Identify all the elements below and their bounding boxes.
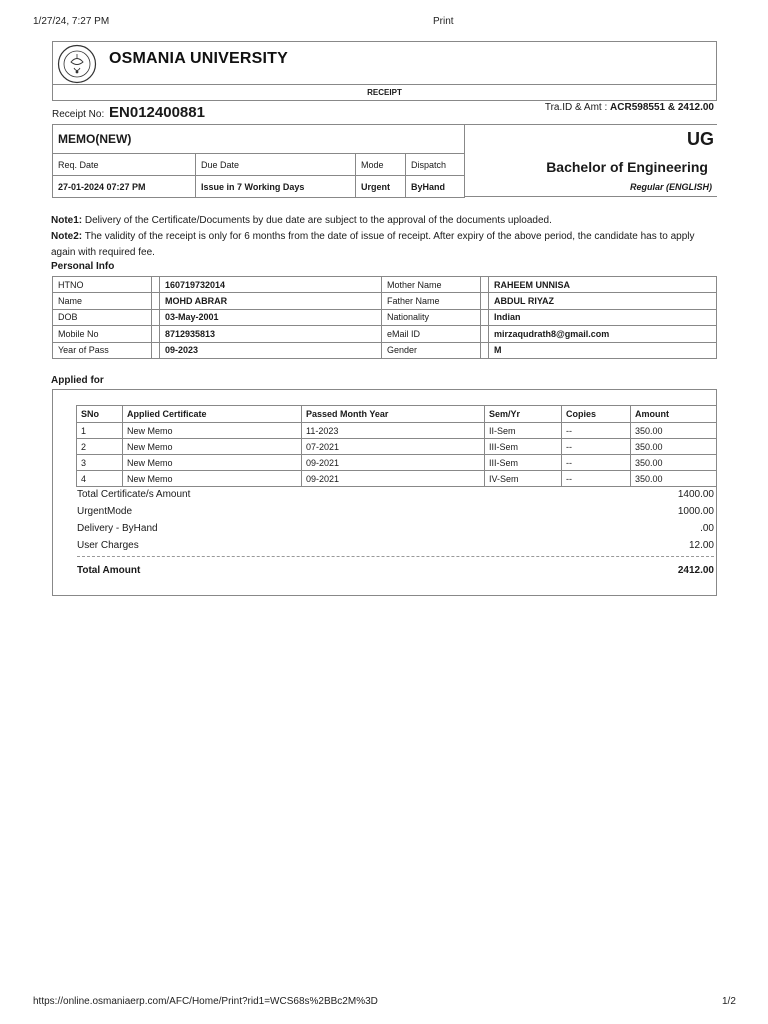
transaction-label: Tra.ID & Amt : [544,102,608,113]
info-label: Year of Pass [53,342,152,358]
summary-row-urgent [77,506,714,517]
memo-col-dispatch: Dispatch [406,154,465,176]
cell-sno: 1 [77,423,123,439]
col-copies: Copies [562,406,631,423]
summary-value: 12.00 [688,540,714,551]
personal-row [53,342,717,358]
info-label: DOB [53,309,152,325]
info-value: MOHD ABRAR [160,293,382,309]
memo-mode: Urgent [356,176,406,198]
applied-items-table [76,405,717,487]
cell-certificate: New Memo [123,471,302,487]
print-datetime: 1/27/24, 7:27 PM [33,16,110,27]
cell-sno: 3 [77,455,123,471]
cell-amount: 350.00 [631,455,717,471]
cell-certificate: New Memo [123,439,302,455]
print-url: https://online.osmaniaerp.com/AFC/Home/Print?rid1=WCS68s%2BBc2M%3D [33,996,378,1007]
info-label: Father Name [382,293,481,309]
summary-row-user-charges [77,540,714,551]
cell-sem: III-Sem [485,439,562,455]
cell-copies: -- [562,471,631,487]
col-sem-yr: Sem/Yr [485,406,562,423]
note-1-label: Note1: [51,215,83,226]
cell-certificate: New Memo [123,423,302,439]
memo-due-date: Issue in 7 Working Days [196,176,356,198]
receipt-number-label: Receipt No: [52,109,105,120]
memo-req-date: 27-01-2024 07:27 PM [53,176,196,198]
memo-title: MEMO(NEW) [53,125,465,154]
cell-copies: -- [562,455,631,471]
receipt-section-bar: RECEIPT [52,85,717,101]
summary-value: 1400.00 [677,489,714,500]
personal-row [53,309,717,325]
table-row [77,423,717,439]
transaction-value: ACR598551 & 2412.00 [610,102,714,113]
info-value: 03-May-2001 [160,309,382,325]
memo-col-mode: Mode [356,154,406,176]
cell-sem: II-Sem [485,423,562,439]
print-page-number: 1/2 [722,996,736,1007]
summary-label: UrgentMode [77,506,133,517]
info-value: 160719732014 [160,277,382,293]
memo-dispatch: ByHand [406,176,465,198]
university-name: OSMANIA UNIVERSITY [109,50,289,67]
col-amount: Amount [631,406,717,423]
info-value: 8712935813 [160,326,382,342]
personal-row [53,326,717,342]
summary-value: 1000.00 [677,506,714,517]
cell-sem: III-Sem [485,455,562,471]
receipt-number: EN012400881 [109,104,205,121]
university-seal-icon [57,44,97,84]
info-value: RAHEEM UNNISA [489,277,717,293]
info-value: mirzaqudrath8@gmail.com [489,326,717,342]
receipt-number-row [52,104,205,121]
program-course: Bachelor of Engineering [546,159,708,175]
summary-label: Total Certificate/s Amount [77,489,191,500]
applied-for-heading: Applied for [51,375,104,386]
info-label: HTNO [53,277,152,293]
summary-label: Delivery - ByHand [77,523,158,534]
program-level: UG [687,129,714,149]
info-value: Indian [489,309,717,325]
summary-divider [77,556,714,557]
col-passed-month-year: Passed Month Year [302,406,485,423]
memo-col-due-date: Due Date [196,154,356,176]
cell-copies: -- [562,439,631,455]
info-value: M [489,342,717,358]
info-label: Name [53,293,152,309]
cell-passed: 09-2021 [302,455,485,471]
summary-value: .00 [700,523,714,534]
cell-amount: 350.00 [631,439,717,455]
note-2-label: Note2: [51,231,83,242]
info-label: Mobile No [53,326,152,342]
summary-row-certificates [77,489,714,500]
table-row [77,439,717,455]
summary-label: User Charges [77,540,139,551]
cell-passed: 11-2023 [302,423,485,439]
personal-row [53,277,717,293]
cell-passed: 09-2021 [302,471,485,487]
col-applied-certificate: Applied Certificate [123,406,302,423]
print-page-title: Print [433,16,454,27]
cell-copies: -- [562,423,631,439]
memo-table [52,124,465,198]
note-2 [51,229,717,260]
table-row [77,455,717,471]
info-value: ABDUL RIYAZ [489,293,717,309]
cell-amount: 350.00 [631,471,717,487]
personal-row [53,293,717,309]
university-banner [52,41,717,85]
cell-sno: 4 [77,471,123,487]
cell-sem: IV-Sem [485,471,562,487]
note-1 [51,213,717,229]
cell-passed: 07-2021 [302,439,485,455]
summary-row-total [77,565,714,576]
info-value: 09-2023 [160,342,382,358]
note-2-text: The validity of the receipt is only for 6 months from the date of issue of receipt. After expiry of the above period, the candidate has to apply again with required fee. [51,231,695,258]
cell-certificate: New Memo [123,455,302,471]
summary-row-delivery [77,523,714,534]
personal-info-heading: Personal Info [51,261,115,272]
program-mode: Regular (ENGLISH) [629,182,712,192]
info-label: eMail ID [382,326,481,342]
cell-amount: 350.00 [631,423,717,439]
memo-col-req-date: Req. Date [53,154,196,176]
table-header-row [77,406,717,423]
info-label: Mother Name [382,277,481,293]
note-1-text: Delivery of the Certificate/Documents by due date are subject to the approval of the documents uploaded. [82,215,552,226]
transaction-info [545,102,714,113]
table-row [77,471,717,487]
cell-sno: 2 [77,439,123,455]
total-amount-value: 2412.00 [677,565,714,576]
personal-info-table [52,276,717,359]
info-label: Nationality [382,309,481,325]
info-label: Gender [382,342,481,358]
total-amount-label: Total Amount [77,565,141,576]
program-panel [465,124,717,197]
col-sno: SNo [77,406,123,423]
